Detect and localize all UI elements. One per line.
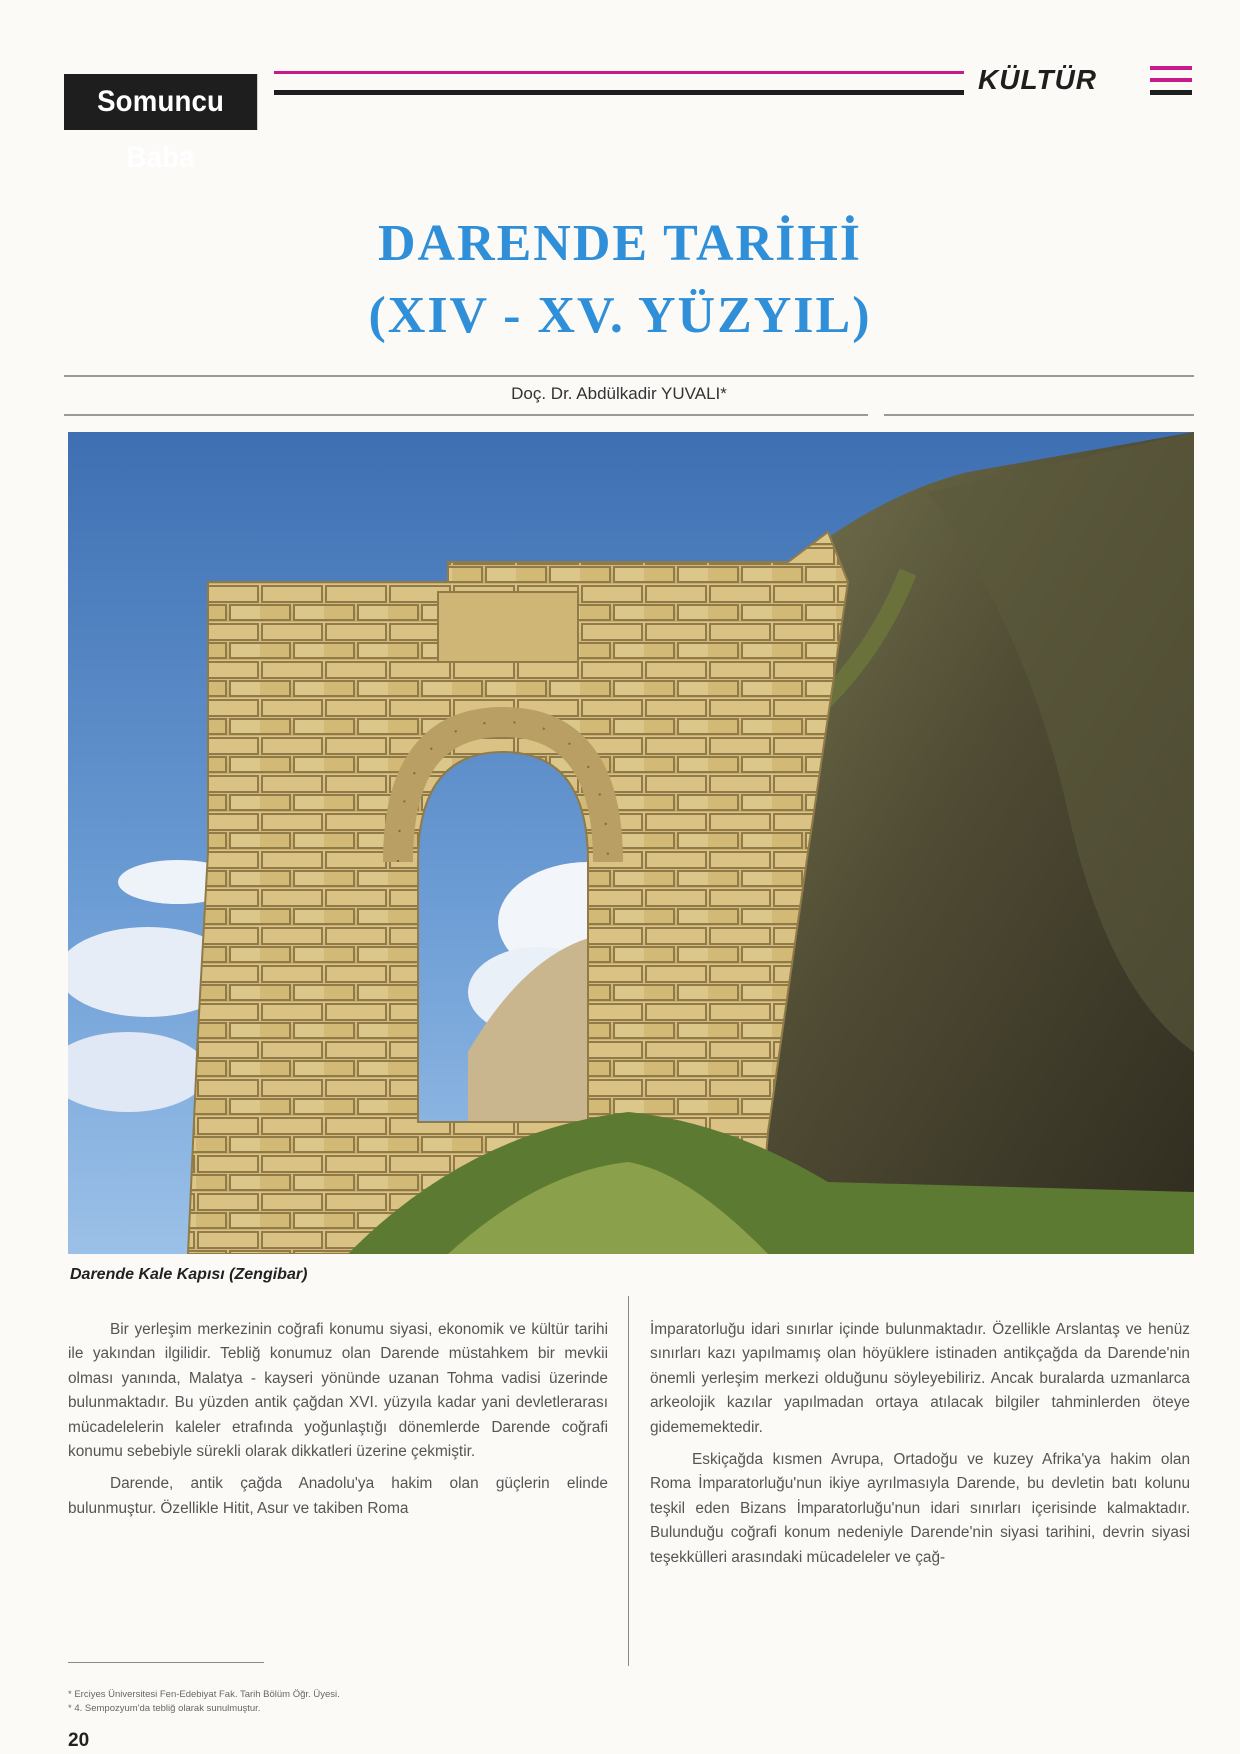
body-column-left xyxy=(68,1318,608,1529)
author-rule-bottom-right xyxy=(884,414,1194,416)
paragraph: Eskiçağda kısmen Avrupa, Ortadoğu ve kuzey Afrika'ya hakim olan Roma İmparatorluğu'nun ikiye ayrılmasıyla Darende, bu devletin batı kolunu teşkil eden Bizans İmparatorluğu'nun idari sınırları içerisinde kalmaktadır. Bulunduğu coğrafi konum nedeniyle Darende'nin siyasi tarihini, devrin siyasi teşekkülleri arasındaki mücadeleler ve çağ- xyxy=(650,1451,1190,1566)
castle-gate-photo xyxy=(68,432,1194,1254)
magazine-logo: Somuncu Baba xyxy=(64,74,257,130)
footnote: * Erciyes Üniversitesi Fen-Edebiyat Fak. Tarih Bölüm Öğr. Üyesi. xyxy=(68,1689,340,1700)
paragraph: Darende, antik çağda Anadolu'ya hakim olan güçlerin elinde bulunmuştur. Özellikle Hitit, Asur ve takiben Roma xyxy=(68,1475,608,1517)
page-number: 20 xyxy=(68,1730,90,1751)
title-line-1: DARENDE TARİHİ xyxy=(377,215,863,272)
section-label: KÜLTÜR xyxy=(978,64,1098,95)
body-column-right xyxy=(650,1318,1190,1578)
header-rule-dark xyxy=(274,90,964,95)
section-bar-accent-2 xyxy=(1150,78,1192,82)
author-rule-bottom xyxy=(64,414,868,416)
author-byline: Doç. Dr. Abdülkadir YUVALI* xyxy=(511,384,727,403)
title-line-2: (XIV - XV. YÜZYIL) xyxy=(368,287,872,344)
footnote: * 4. Sempozyum'da tebliğ olarak sunulmuştur. xyxy=(68,1703,261,1714)
author-rule-top xyxy=(64,375,1194,377)
article-title xyxy=(60,208,1180,352)
photo-caption: Darende Kale Kapısı (Zengibar) xyxy=(70,1266,308,1283)
paragraph: Bir yerleşim merkezinin coğrafi konumu siyasi, ekonomik ve kültür tarihi ile yakından ilgilidir. Tebliğ konumuz olan Darende müstahkem bir mevkii olması yanında, Malatya - kayseri yönünde uzanan Tohma vadisi üzerinde bulunmaktadır. Bu yüzden antik çağdan XVI. yüzyıla kadar yani devletlerarası mücadelelerin kaleler etrafında yoğunlaştığı dönemlerde Darende coğrafi konumu sebebiyle sürekli olarak dikkatleri üzerine çekmiştir. xyxy=(68,1321,608,1461)
column-divider xyxy=(628,1296,629,1666)
header-rule-accent xyxy=(274,71,964,74)
paragraph: İmparatorluğu idari sınırlar içinde bulunmaktadır. Özellikle Arslantaş ve henüz sınırları kazı yapılmamış olan höyüklere istinaden antikçağda da Darende'nin önemli yerleşim merkezi olduğunu söyleyebiliriz. Ancak buralarda uzmanlarca arkeolojik kazılar yapılmadan ortaya atılacak bilgiler tahminlerden öteye gidememektedir. xyxy=(650,1321,1190,1436)
section-bar-dark xyxy=(1150,90,1192,95)
footnote-rule xyxy=(68,1662,264,1663)
section-bar-accent xyxy=(1150,66,1192,70)
